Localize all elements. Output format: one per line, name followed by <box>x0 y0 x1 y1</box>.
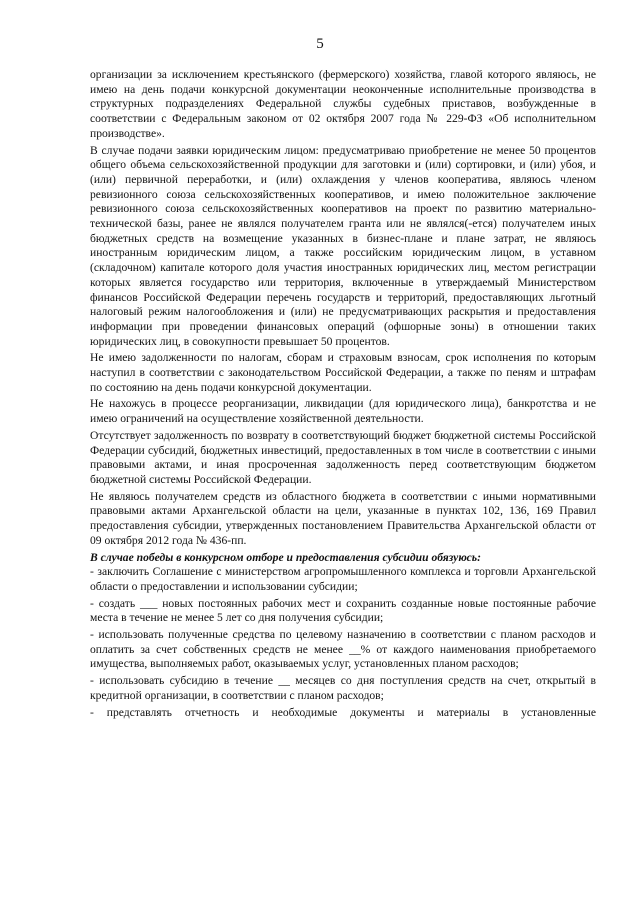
paragraph-not-recipient: Не являюсь получателем средств из областного бюджета в соответствии с иными нормативными правовыми актами Архангельской области на цели, указанные в пунктах 102, 136, 169 Правил предоставления субсидии, утвержденных постановлением Правительства Архангельской области от 09 октября 2012 года № 436-пп. <box>90 489 596 547</box>
obligation-item: - заключить Соглашение с министерством агропромышленного комплекса и торговли Архангельской области о предоставлении и использовании субсидии; <box>90 565 596 593</box>
obligation-item: - использовать субсидию в течение __ месяцев со дня поступления средств на счет, открытый в кредитной организации, в соответствии с планом расходов; <box>90 674 596 702</box>
document-body <box>90 68 596 722</box>
obligations-heading: В случае победы в конкурсном отборе и предоставления субсидии обязуюсь: <box>90 550 481 564</box>
obligation-item: - представлять отчетность и необходимые документы и материалы в установленные <box>90 705 596 719</box>
paragraph-no-budget-debt: Отсутствует задолженность по возврату в соответствующий бюджет бюджетной системы Российской Федерации субсидий, бюджетных инвестиций, предоставленных в том числе в соответствии с иными правовыми актами, и иная просроченная задолженность перед соответствующим бюджетом бюджетной системы Российской Федерации. <box>90 428 596 486</box>
paragraph-no-reorganization: Не нахожусь в процессе реорганизации, ликвидации (для юридического лица), банкротства и не имею ограничений на осуществление хозяйственной деятельности. <box>90 397 596 426</box>
page-number: 5 <box>316 36 324 52</box>
obligation-item: - создать ___ новых постоянных рабочих мест и сохранить созданные новые постоянные рабочие места в течение не менее 5 лет со дня получения субсидии; <box>90 596 596 625</box>
paragraph-enforcement: организации за исключением крестьянского (фермерского) хозяйства, главой которого являюсь, не имею на день подачи конкурсной документации неоконченные исполнительные производства в структурных подразделениях Федеральной службы судебных приставов, возбужденные в соответствии с Федеральным законом от 02 октября 2007 года № 229-ФЗ «Об исполнительном производстве». <box>90 68 596 140</box>
paragraph-legal-entity: В случае подачи заявки юридическим лицом: предусматриваю приобретение не менее 50 процентов общего объема сельскохозяйственной продукции для заготовки и (или) сортировки, и (или) убоя, и (или) первичной переработки, и (или) охлаждения у членов кооператива, являюсь членом ревизионного союза сельскохозяйственных кооперативов, и имею положительное заключение ревизионного союза сельскохозяйственных кооперативов на проект по развитию материально-технической базы, ранее не являлся получателем гранта или не являлся(-ется) получателем иных бюджетных средств на возмещение указанных в бизнес-плане и плане затрат, не являюсь иностранным юридическим лицом, а также российским юридическим лицом, в уставном (складочном) капитале которого доля участия иностранных юридических лиц, местом регистрации которых является государство или территория, включенные в утверждаемый Министерством финансов Российской Федерации перечень государств и территорий, предоставляющих льготный налоговый режим налогообложения и (или) не предусматривающих раскрытия и предоставления информации при проведении финансовых операций (офшорные зоны) в отношении таких юридических лиц, в совокупности превышает 50 процентов. <box>90 143 596 348</box>
obligation-item: - использовать полученные средства по целевому назначению в соответствии с планом расходов и оплатить за счет собственных средств не менее __% от каждого наименования приобретаемого имущества, выполняемых работ, оказываемых услуг, установленных планом расходов; <box>90 628 596 671</box>
paragraph-no-tax-debt: Не имею задолженности по налогам, сборам и страховым взносам, срок исполнения по которым наступил в соответствии с законодательством Российской Федерации, а также по пеням и штрафам по состоянию на день подачи конкурсной документации. <box>90 351 596 394</box>
